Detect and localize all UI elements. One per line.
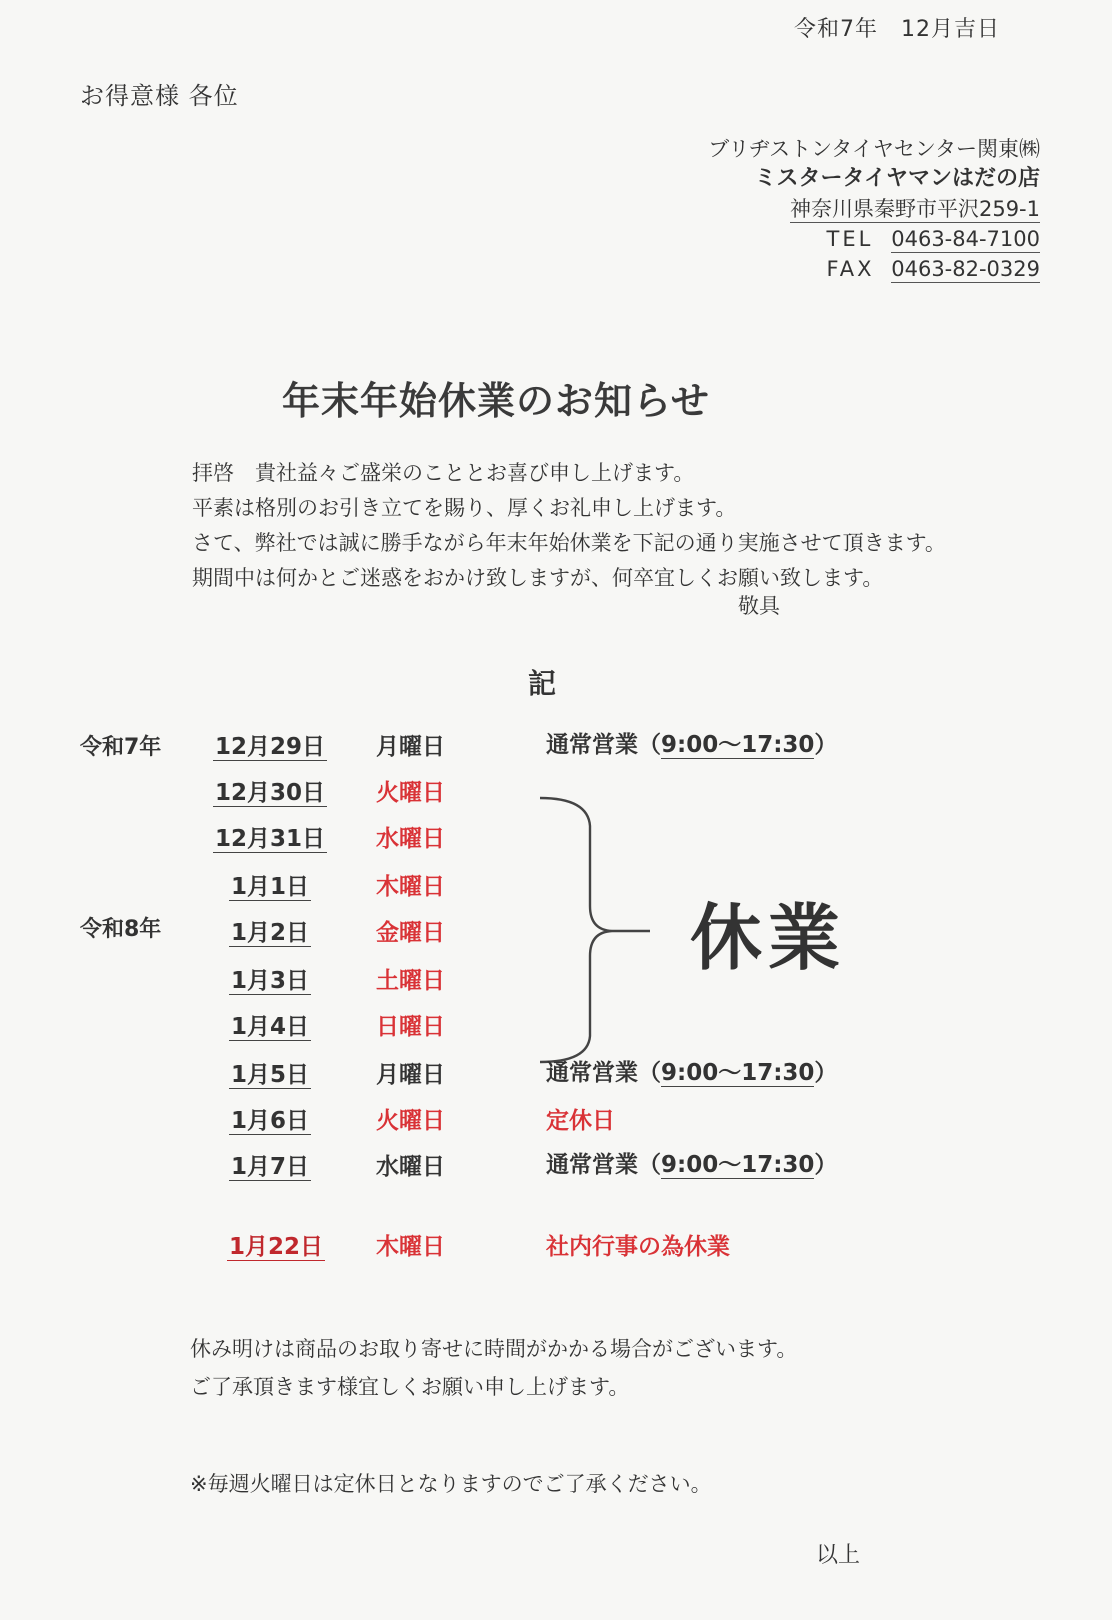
schedule-day: 木曜日 xyxy=(376,874,445,900)
sender-shop: ミスタータイヤマンはだの店 xyxy=(754,166,1040,191)
greeting-body xyxy=(192,456,946,596)
schedule-date: 12月31日 xyxy=(214,826,325,852)
schedule-open: 通常営業（9:00〜17:30） xyxy=(546,732,838,758)
tel-number: 0463-84-7100 xyxy=(891,227,1040,251)
closure-brace xyxy=(540,796,660,1066)
schedule-open: 通常営業（9:00〜17:30） xyxy=(546,1060,838,1086)
schedule-date: 1月3日 xyxy=(230,968,309,994)
schedule-date: 1月4日 xyxy=(230,1014,309,1040)
extra-date: 1月22日 xyxy=(228,1234,323,1260)
schedule-date: 1月5日 xyxy=(230,1062,309,1088)
footer-text xyxy=(190,1330,797,1406)
schedule-day: 火曜日 xyxy=(376,780,445,806)
schedule-day: 火曜日 xyxy=(376,1108,445,1134)
schedule-day: 土曜日 xyxy=(376,968,445,994)
sender-block xyxy=(708,134,1040,284)
schedule-open: 通常営業（9:00〜17:30） xyxy=(546,1152,838,1178)
schedule-date: 1月6日 xyxy=(230,1108,309,1134)
issue-date: 令和7年 12月吉日 xyxy=(794,17,1000,42)
schedule-day: 水曜日 xyxy=(376,1154,445,1180)
footer-line: 休み明けは商品のお取り寄せに時間がかかる場合がございます。 xyxy=(190,1337,798,1361)
sender-fax-row xyxy=(708,254,1040,284)
fax-number: 0463-82-0329 xyxy=(891,257,1040,281)
fax-label: FAX xyxy=(826,257,875,281)
extra-note: 社内行事の為休業 xyxy=(546,1234,730,1260)
era-reiwa8: 令和8年 xyxy=(80,917,162,942)
sender-address: 神奈川県秦野市平沢259-1 xyxy=(789,197,1040,221)
extra-day: 木曜日 xyxy=(376,1234,445,1260)
era-reiwa7: 令和7年 xyxy=(80,735,162,760)
body-line: 平素は格別のお引き立てを賜り、厚くお礼申し上げます。 xyxy=(192,496,737,520)
schedule-date: 12月30日 xyxy=(214,780,325,806)
schedule-day: 月曜日 xyxy=(376,1062,445,1088)
closed-label: 休業 xyxy=(690,896,847,980)
document-title: 年末年始休業のお知らせ xyxy=(282,379,710,423)
schedule-day: 金曜日 xyxy=(376,920,445,946)
schedule-day: 月曜日 xyxy=(376,734,445,760)
schedule-date: 1月1日 xyxy=(230,874,309,900)
weekly-holiday-notice: ※毎週火曜日は定休日となりますのでご了承ください。 xyxy=(190,1472,712,1496)
body-line: 期間中は何かとご迷惑をおかけ致しますが、何卒宜しくお願い致します。 xyxy=(192,566,884,590)
footer-line: ご了承頂きます様宜しくお願い申し上げます。 xyxy=(190,1375,630,1399)
sender-company: ブリヂストンタイヤセンター関東㈱ xyxy=(708,137,1040,161)
schedule-day: 日曜日 xyxy=(376,1014,445,1040)
body-line: 拝啓 貴社益々ご盛栄のこととお喜び申し上げます。 xyxy=(192,461,695,485)
schedule-date: 1月7日 xyxy=(230,1154,309,1180)
sender-tel-row xyxy=(708,224,1040,254)
schedule-day: 水曜日 xyxy=(376,826,445,852)
tel-label: TEL xyxy=(826,227,874,251)
schedule-date: 12月29日 xyxy=(214,734,325,760)
schedule-regular-holiday: 定休日 xyxy=(546,1108,615,1134)
closing-ijou: 以上 xyxy=(816,1543,861,1568)
closing-keigu: 敬具 xyxy=(738,594,780,618)
schedule-date: 1月2日 xyxy=(230,920,309,946)
ki-heading: 記 xyxy=(528,667,557,700)
body-line: さて、弊社では誠に勝手ながら年末年始休業を下記の通り実施させて頂きます。 xyxy=(192,531,946,555)
recipient: お得意様 各位 xyxy=(80,82,239,110)
